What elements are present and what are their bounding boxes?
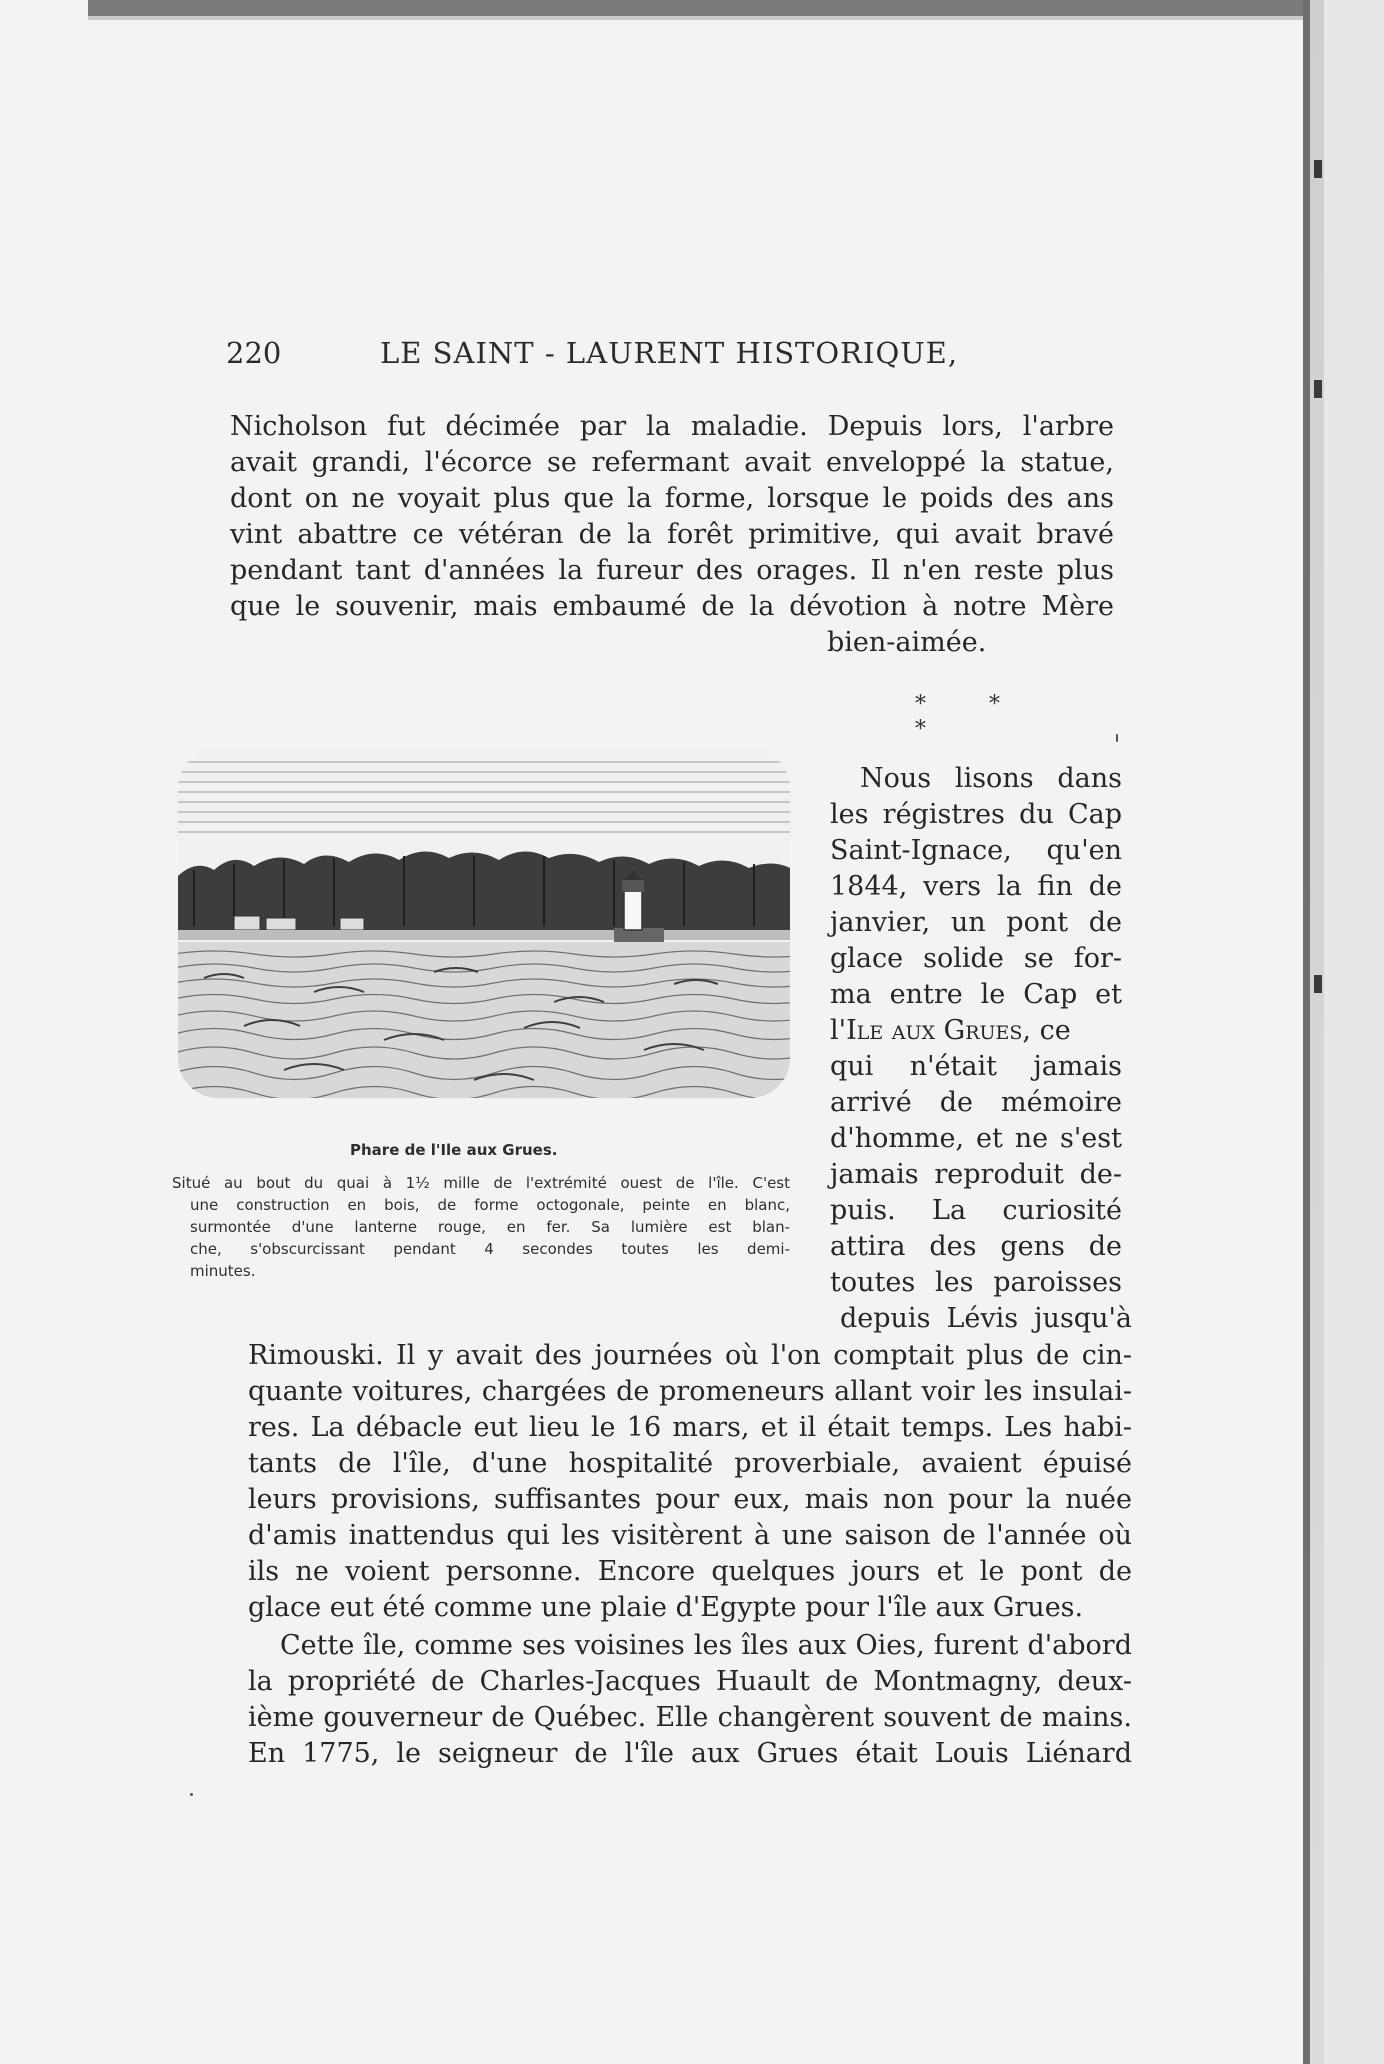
column-text-line: glace solide se for- bbox=[830, 943, 1122, 974]
paper-speck bbox=[190, 1793, 193, 1796]
section-separator: * * * bbox=[915, 692, 1028, 742]
column-text-line bbox=[830, 1013, 1122, 1049]
text-line: Cette île, comme ses voisines les îles aux Oies, furent d'abord bbox=[280, 1630, 1132, 1661]
text-line: ième gouverneur de Québec. Elle changèrent souvent de mains. bbox=[248, 1702, 1132, 1733]
column-text-line: attira des gens de bbox=[830, 1231, 1122, 1262]
running-header bbox=[226, 336, 1116, 384]
scan-top-shadow bbox=[88, 16, 1303, 20]
spine-mark bbox=[1314, 160, 1322, 178]
text-line: vint abattre ce vétéran de la forêt primitive, qui avait bravé bbox=[230, 519, 1114, 550]
column-text-line: d'homme, et ne s'est bbox=[830, 1123, 1122, 1154]
text-line: pendant tant d'années la fureur des orages. Il n'en reste plus bbox=[230, 555, 1114, 586]
column-text-line: depuis Lévis jusqu'à bbox=[840, 1303, 1132, 1334]
column-text-line: ma entre le Cap et bbox=[830, 979, 1122, 1010]
paper-speck bbox=[1116, 734, 1118, 742]
text-line: d'amis inattendus qui les visitèrent à une saison de l'année où bbox=[248, 1520, 1132, 1551]
place-name-smallcaps: Ile aux Grues bbox=[846, 1015, 1023, 1046]
column-text-line: janvier, un pont de bbox=[830, 907, 1122, 938]
page-edge-line bbox=[1303, 0, 1310, 2064]
text-line: ils ne voient personne. Encore quelques jours et le pont de bbox=[248, 1556, 1132, 1587]
figure-caption-line: une construction en bois, de forme octogonale, peinte en blanc, bbox=[190, 1196, 790, 1214]
text-line: avait grandi, l'écorce se refermant avait enveloppé la statue, bbox=[230, 447, 1114, 478]
column-text-line: jamais reproduit de- bbox=[830, 1159, 1122, 1190]
text-line: En 1775, le seigneur de l'île aux Grues était Louis Liénard bbox=[248, 1738, 1132, 1769]
column-text-line: les régistres du Cap bbox=[830, 799, 1122, 830]
figure-caption-line: che, s'obscurcissant pendant 4 secondes toutes les demi- bbox=[190, 1240, 790, 1258]
scan-top-edge bbox=[88, 0, 1303, 16]
text-line: Nicholson fut décimée par la maladie. Depuis lors, l'arbre bbox=[230, 411, 1114, 442]
column-text-line: puis. La curiosité bbox=[830, 1195, 1122, 1226]
spine-mark bbox=[1314, 380, 1322, 398]
figure-caption-line: surmontée d'une lanterne rouge, en fer. Sa lumière est blan- bbox=[190, 1218, 790, 1236]
column-text-line: arrivé de mémoire bbox=[830, 1087, 1122, 1118]
figure-caption-title: Phare de l'Ile aux Grues. bbox=[350, 1141, 558, 1159]
text-line: dont on ne voyait plus que la forme, lorsque le poids des ans bbox=[230, 483, 1114, 514]
text-line: que le souvenir, mais embaumé de la dévotion à notre Mère bbox=[230, 591, 1114, 622]
page-edge-gutter bbox=[1310, 0, 1324, 2064]
text-run: , ce bbox=[1022, 1015, 1071, 1046]
text-run: l' bbox=[830, 1015, 847, 1046]
lighthouse-engraving bbox=[174, 740, 794, 1110]
column-text-line: 1844, vers la fin de bbox=[830, 871, 1122, 902]
text-line: glace eut été comme une plaie d'Egypte pour l'île aux Grues. bbox=[248, 1592, 1084, 1623]
column-text-line: toutes les paroisses bbox=[830, 1267, 1122, 1298]
text-line: leurs provisions, suffisantes pour eux, mais non pour la nuée bbox=[248, 1484, 1132, 1515]
text-line: Rimouski. Il y avait des journées où l'on comptait plus de cin- bbox=[248, 1340, 1132, 1371]
text-line: tants de l'île, d'une hospitalité proverbiale, avaient épuisé bbox=[248, 1448, 1132, 1479]
spine-mark bbox=[1314, 975, 1322, 993]
column-text-line: Nous lisons dans bbox=[860, 763, 1122, 794]
figure-caption-line: minutes. bbox=[190, 1262, 256, 1280]
text-line: la propriété de Charles-Jacques Huault de Montmagny, deux- bbox=[248, 1666, 1132, 1697]
column-text-line: Saint-Ignace, qu'en bbox=[830, 835, 1122, 866]
text-line: quante voitures, chargées de promeneurs allant voir les insulai- bbox=[248, 1376, 1132, 1407]
column-text-line: qui n'était jamais bbox=[830, 1051, 1122, 1082]
figure-caption-line: Situé au bout du quai à 1½ mille de l'extrémité ouest de l'île. C'est bbox=[172, 1174, 790, 1192]
page-number: 220 bbox=[226, 336, 282, 370]
text-line: bien-aimée. bbox=[827, 627, 987, 658]
running-title: LE SAINT - LAURENT HISTORIQUE, bbox=[380, 336, 959, 370]
text-line: res. La débacle eut lieu le 16 mars, et il était temps. Les habi- bbox=[248, 1412, 1132, 1443]
